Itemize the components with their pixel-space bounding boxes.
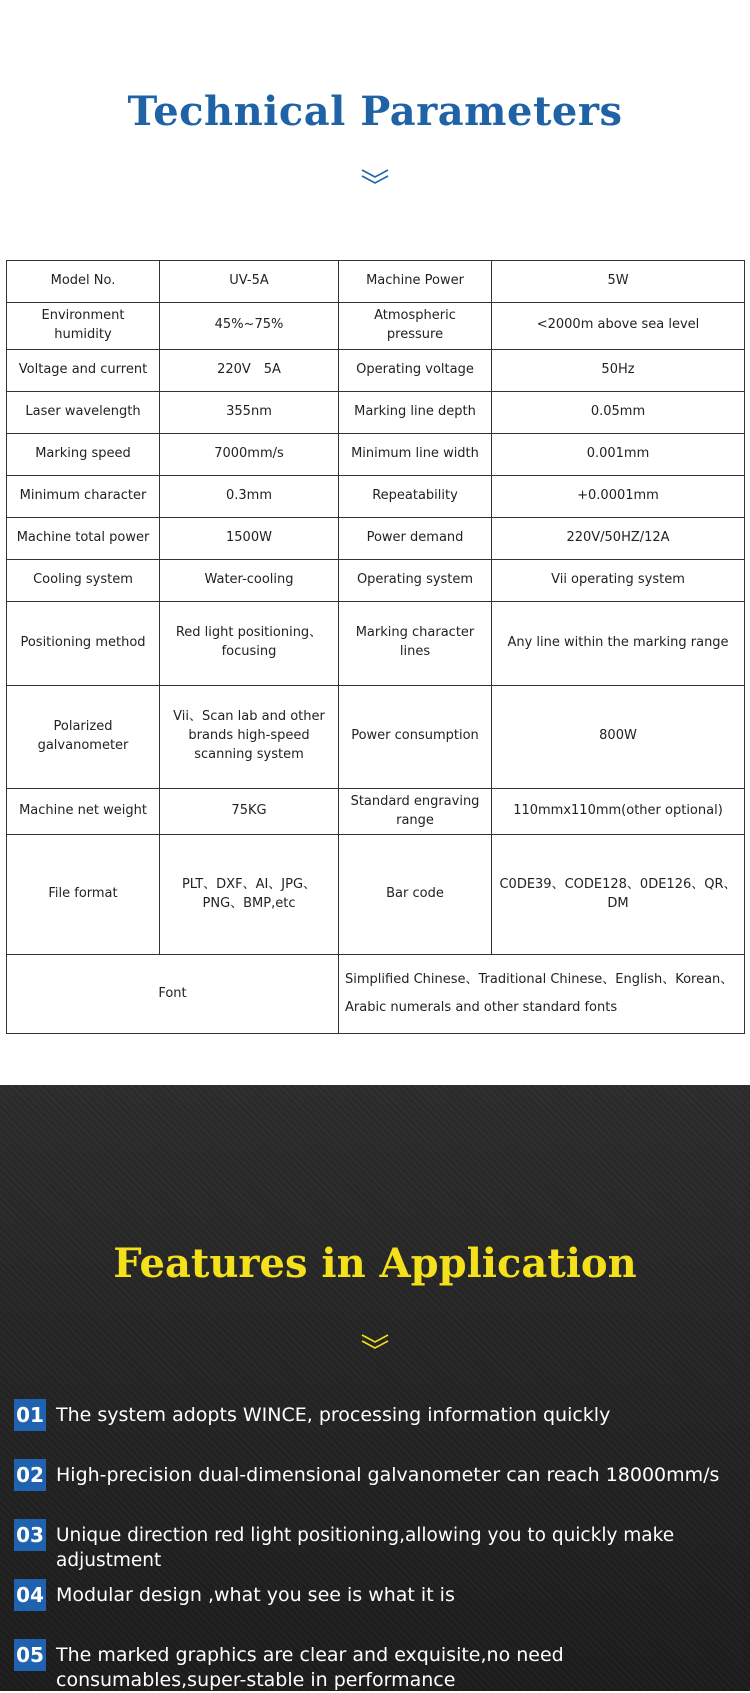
table-row: [7, 685, 745, 788]
table-row: [7, 517, 745, 559]
feature-text: Unique direction red light positioning,allowing you to quickly make adjustment: [56, 1525, 675, 1571]
param-value: UV-5A: [160, 261, 339, 303]
param-label: Minimum character: [7, 475, 160, 517]
feature-number-badge: 02: [14, 1459, 46, 1491]
param-label: Machine net weight: [7, 788, 160, 835]
param-value: 50Hz: [492, 349, 745, 391]
param-value: 7000mm/s: [160, 433, 339, 475]
param-label: Operating system: [339, 559, 492, 601]
param-label: Cooling system: [7, 559, 160, 601]
param-value: 0.001mm: [492, 433, 745, 475]
table-row-font: [7, 955, 745, 1034]
param-value: 800W: [492, 685, 745, 788]
param-label: Machine total power: [7, 517, 160, 559]
section-title: Technical Parameters: [127, 88, 623, 135]
param-value: 75KG: [160, 788, 339, 835]
table-row: [7, 475, 745, 517]
param-value: 0.3mm: [160, 475, 339, 517]
param-label: Model No.: [7, 261, 160, 303]
table-row: [7, 391, 745, 433]
double-chevron-down-icon: [360, 166, 390, 188]
param-value: 355nm: [160, 391, 339, 433]
feature-number-badge: 04: [14, 1579, 46, 1611]
param-value: +0.0001mm: [492, 475, 745, 517]
param-label: Power demand: [339, 517, 492, 559]
param-label: Machine Power: [339, 261, 492, 303]
param-label: Standard engraving range: [339, 788, 492, 835]
param-value: 5W: [492, 261, 745, 303]
param-label: Marking speed: [7, 433, 160, 475]
param-value: Vii、Scan lab and other brands high-speed scanning system: [160, 685, 339, 788]
param-label: Marking line depth: [339, 391, 492, 433]
table-row: [7, 601, 745, 685]
feature-text: The marked graphics are clear and exquisite,no need consumables,super-stable in performance: [56, 1644, 564, 1691]
param-value: Water-cooling: [160, 559, 339, 601]
feature-number-badge: 03: [14, 1519, 46, 1551]
param-value: 220V 5A: [160, 349, 339, 391]
param-label: Minimum line width: [339, 433, 492, 475]
param-label: Polarized galvanometer: [7, 685, 160, 788]
param-label: Positioning method: [7, 601, 160, 685]
feature-text: High-precision dual-dimensional galvanometer can reach 18000mm/s: [56, 1464, 720, 1486]
param-label: Font: [7, 955, 339, 1034]
feature-text: Modular design ,what you see is what it is: [56, 1584, 455, 1606]
table-row: [7, 559, 745, 601]
table-row: [7, 788, 745, 835]
param-value: Simplified Chinese、Traditional Chinese、English、Korean、Arabic numerals and other standard fonts: [339, 955, 745, 1034]
param-value: PLT、DXF、AI、JPG、PNG、BMP,etc: [160, 835, 339, 955]
param-label: Repeatability: [339, 475, 492, 517]
param-label: Environment humidity: [7, 303, 160, 350]
table-row: [7, 433, 745, 475]
features-section: [0, 1085, 750, 1691]
feature-number-badge: 01: [14, 1399, 46, 1431]
param-value: 45%~75%: [160, 303, 339, 350]
table-row: [7, 303, 745, 350]
param-value: <2000m above sea level: [492, 303, 745, 350]
param-value: 1500W: [160, 517, 339, 559]
param-label: Power consumption: [339, 685, 492, 788]
param-label: Bar code: [339, 835, 492, 955]
table-row: [7, 835, 745, 955]
param-value: Vii operating system: [492, 559, 745, 601]
param-label: Voltage and current: [7, 349, 160, 391]
param-value: 0.05mm: [492, 391, 745, 433]
param-value: Red light positioning、focusing: [160, 601, 339, 685]
double-chevron-down-icon: [360, 1331, 390, 1353]
section-title: Features in Application: [113, 1240, 637, 1287]
param-label: Operating voltage: [339, 349, 492, 391]
table-row: [7, 261, 745, 303]
feature-text: The system adopts WINCE, processing information quickly: [56, 1404, 611, 1426]
param-label: File format: [7, 835, 160, 955]
param-value: C0DE39、CODE128、0DE126、QR、DM: [492, 835, 745, 955]
param-label: Atmospheric pressure: [339, 303, 492, 350]
param-value: 110mmx110mm(other optional): [492, 788, 745, 835]
feature-number-badge: 05: [14, 1639, 46, 1671]
param-label: Laser wavelength: [7, 391, 160, 433]
param-value: 220V/50HZ/12A: [492, 517, 745, 559]
parameters-table: [6, 260, 745, 1034]
param-value: Any line within the marking range: [492, 601, 745, 685]
param-label: Marking character lines: [339, 601, 492, 685]
table-row: [7, 349, 745, 391]
